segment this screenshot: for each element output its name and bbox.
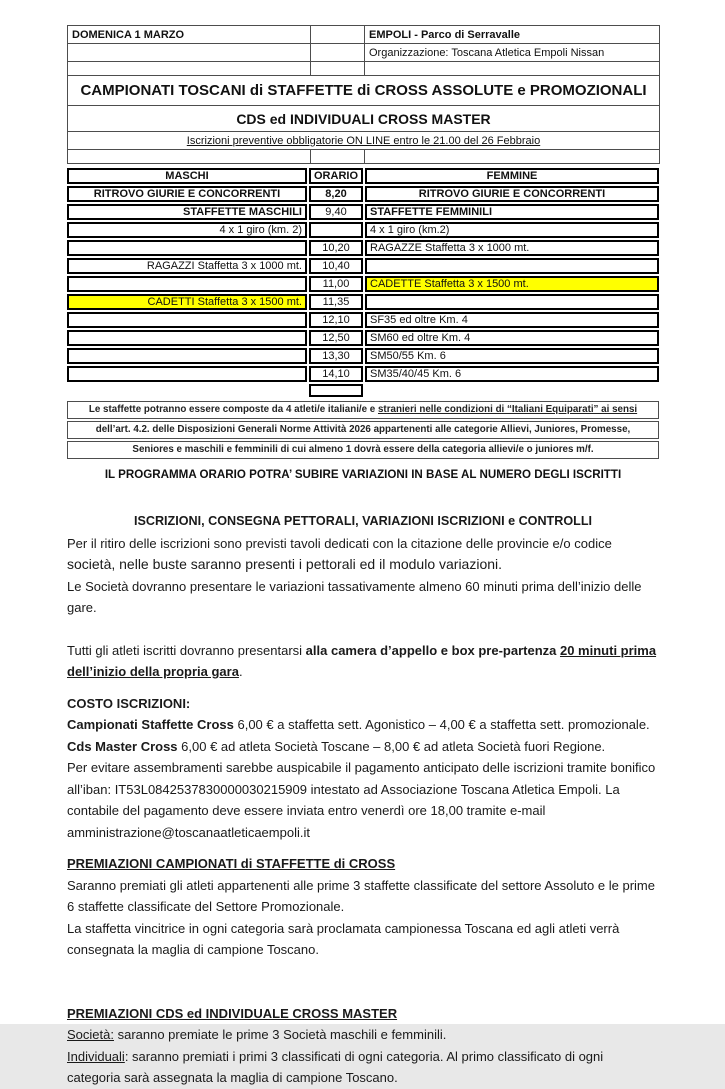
text-segment: Per il ritiro delle iscrizioni sono previsti tavoli dedicati con la citazione delle provincie e/o codice (67, 535, 612, 551)
table-row (67, 312, 659, 328)
paragraph-camera-appello (67, 640, 659, 683)
note-line-3: Seniores e maschili e femminili di cui almeno 1 dovrà essere della categoria allievi/e o juniores m/f. (67, 441, 659, 459)
column-header-orario: ORARIO (309, 168, 363, 184)
empty-cell (68, 62, 311, 76)
table-row (67, 222, 659, 238)
text-segment: saranno premiate le prime 3 Società maschili e femminili. (113, 1027, 447, 1042)
cell-maschi (67, 330, 307, 346)
cell-maschi: RITROVO GIURIE E CONCORRENTI (67, 186, 307, 202)
text-segment: : saranno premiati i primi 3 classificati di ogni categoria. Al primo classificato di ogni categoria sarà assegnata la maglia di campione Toscano. (67, 1048, 604, 1085)
document-subtitle: CDS ed INDIVIDUALI CROSS MASTER (68, 106, 660, 132)
cell-femmine: STAFFETTE FEMMINILI (365, 204, 659, 220)
paragraph-ritiro-iscrizioni (67, 533, 659, 576)
cell-maschi (67, 276, 307, 292)
section-heading-premiazioni-cds: PREMIAZIONI CDS ed INDIVIDUALE CROSS MASTER (67, 1005, 398, 1021)
cell-orario: 13,30 (309, 348, 363, 364)
table-row (68, 150, 660, 164)
body-text (67, 511, 659, 1089)
text-segment: Tutti gli atleti iscritti dovranno presentarsi (67, 642, 306, 658)
cell-orario: 12,50 (309, 330, 363, 346)
cell-femmine: SF35 ed oltre Km. 4 (365, 312, 659, 328)
cell-orario: 9,40 (309, 204, 363, 220)
document-content (67, 25, 659, 1089)
cell-femmine: RITROVO GIURIE E CONCORRENTI (365, 186, 659, 202)
cell-orario (309, 222, 363, 238)
cell-orario: 14,10 (309, 366, 363, 382)
empty-cell (67, 384, 307, 397)
paragraph-costo-staffette (67, 714, 659, 736)
table-row (67, 348, 659, 364)
text-segment: 6,00 € ad atleta Società Toscane – 8,00 € ad atleta Società fuori Regione. (177, 738, 606, 754)
empty-cell (311, 150, 365, 164)
cell-maschi: RAGAZZI Staffetta 3 x 1000 mt. (67, 258, 307, 274)
empty-cell (365, 384, 659, 397)
empty-cell (311, 26, 365, 44)
table-row (68, 62, 660, 76)
table-row (67, 186, 659, 202)
cell-maschi: 4 x 1 giro (km. 2) (67, 222, 307, 238)
note-line-1 (67, 401, 659, 419)
paragraph-premiazioni-staffette-2: La staffetta vincitrice in ogni categoria sarà proclamata campionessa Toscana ed agli atleti verrà consegnata la maglia di campione Toscano. (67, 920, 620, 957)
cell-orario: 11,00 (309, 276, 363, 292)
text-segment: 6,00 € a staffetta sett. Agonistico – 4,00 € a staffetta sett. promozionale. (233, 717, 650, 732)
paragraph-costo-master (67, 736, 659, 758)
header-table (67, 25, 660, 164)
cell-maschi: STAFFETTE MASCHILI (67, 204, 307, 220)
table-row (67, 258, 659, 274)
cell-femmine: SM50/55 Km. 6 (365, 348, 659, 364)
cell-maschi-highlighted: CADETTI Staffetta 3 x 1500 mt. (67, 294, 307, 310)
empty-cell (311, 62, 365, 76)
table-row (67, 240, 659, 256)
program-variation-notice: IL PROGRAMMA ORARIO POTRA’ SUBIRE VARIAZIONI IN BASE AL NUMERO DEGLI ISCRITTI (104, 468, 622, 481)
empty-cell (365, 150, 660, 164)
paragraph-premiazioni-societa (67, 1024, 659, 1046)
table-row (67, 294, 659, 310)
text-segment: società, nelle buste saranno presenti i pettorali ed il modulo variazioni. (67, 556, 503, 572)
section-heading-iscrizioni: ISCRIZIONI, CONSEGNA PETTORALI, VARIAZIONI ISCRIZIONI e CONTROLLI (133, 514, 593, 528)
registration-deadline: Iscrizioni preventive obbligatorie ON LINE entro le 21.00 del 26 Febbraio (68, 132, 660, 150)
cell-femmine (365, 258, 659, 274)
text-segment-bold-underlined: 20 minuti prima dell’inizio della propria gara (67, 642, 657, 679)
table-row (67, 366, 659, 382)
empty-cell (68, 150, 311, 164)
text-segment: . (238, 664, 243, 679)
event-organization: Organizzazione: Toscana Atletica Empoli Nissan (365, 44, 660, 62)
cell-femmine-highlighted: CADETTE Staffetta 3 x 1500 mt. (365, 276, 659, 292)
schedule-table (65, 166, 661, 399)
cell-maschi (67, 240, 307, 256)
empty-cell (68, 44, 311, 62)
paragraph-pagamento-iban: Per evitare assembramenti sarebbe auspicabile il pagamento anticipato delle iscrizioni tramite bonifico all’iban: IT53L0842537830000030215909 intestato ad Associazione Toscana Atletica Empoli. La contabile del pagamento deve essere inviata entro venerdì ore 18,00 tramite e-mail amministrazione@toscanaatleticaempoli.it (67, 760, 656, 840)
text-segment-bold: Cds Master Cross (67, 738, 178, 754)
paragraph-premiazioni-individuali (67, 1046, 659, 1089)
paragraph-variazioni: Le Società dovranno presentare le variazioni tassativamente almeno 60 minuti prima dell’inizio delle gare. (67, 578, 642, 615)
table-row (68, 106, 660, 132)
table-row (68, 44, 660, 62)
table-spacer-row (67, 384, 659, 397)
table-row (67, 204, 659, 220)
table-header-row (67, 168, 659, 184)
cell-femmine: SM60 ed oltre Km. 4 (365, 330, 659, 346)
paragraph-premiazioni-staffette-1: Saranno premiati gli atleti appartenenti alle prime 3 staffette classificate del settore Assoluto e le prime 6 staffette classificate del Settore Promozionale. (67, 877, 655, 914)
text-segment-underlined: Società: (67, 1027, 114, 1042)
empty-cell (309, 384, 363, 397)
cell-maschi (67, 348, 307, 364)
cell-orario: 8,20 (309, 186, 363, 202)
cell-orario: 10,40 (309, 258, 363, 274)
column-header-maschi: MASCHI (67, 168, 307, 184)
note-line-2: dell’art. 4.2. delle Disposizioni Generali Norme Attività 2026 appartenenti alle categorie Allievi, Juniores, Promesse, (67, 421, 659, 439)
relay-composition-note (67, 401, 659, 459)
table-row (68, 26, 660, 44)
cell-femmine: 4 x 1 giro (km.2) (365, 222, 659, 238)
cell-femmine: RAGAZZE Staffetta 3 x 1000 mt. (365, 240, 659, 256)
empty-cell (311, 44, 365, 62)
cell-orario: 12,10 (309, 312, 363, 328)
column-header-femmine: FEMMINE (365, 168, 659, 184)
cell-femmine (365, 294, 659, 310)
table-row (68, 76, 660, 106)
text-segment-bold: Campionati Staffette Cross (67, 717, 234, 732)
cell-femmine: SM35/40/45 Km. 6 (365, 366, 659, 382)
cell-orario: 10,20 (309, 240, 363, 256)
cell-maschi (67, 366, 307, 382)
section-heading-premiazioni-staffette: PREMIAZIONI CAMPIONATI di STAFFETTE di CROSS (67, 856, 396, 871)
empty-cell (365, 62, 660, 76)
table-row (67, 276, 659, 292)
note-line-1-plain: Le staffette potranno essere composte da 4 atleti/e italiani/e e (88, 404, 378, 415)
table-row (67, 330, 659, 346)
document-title: CAMPIONATI TOSCANI di STAFFETTE di CROSS ASSOLUTE e PROMOZIONALI (68, 76, 660, 106)
section-heading-costo: COSTO ISCRIZIONI: (67, 695, 191, 711)
text-segment-underlined: Individuali (67, 1048, 125, 1064)
table-row (68, 132, 660, 150)
note-line-1-underlined: stranieri nelle condizioni di “Italiani Equiparati” ai sensi (377, 404, 638, 415)
cell-orario: 11,35 (309, 294, 363, 310)
cell-maschi (67, 312, 307, 328)
event-location: EMPOLI - Parco di Serravalle (365, 26, 660, 44)
text-segment-bold: alla camera d’appello e box pre-partenza (305, 642, 560, 658)
event-date: DOMENICA 1 MARZO (68, 26, 311, 44)
